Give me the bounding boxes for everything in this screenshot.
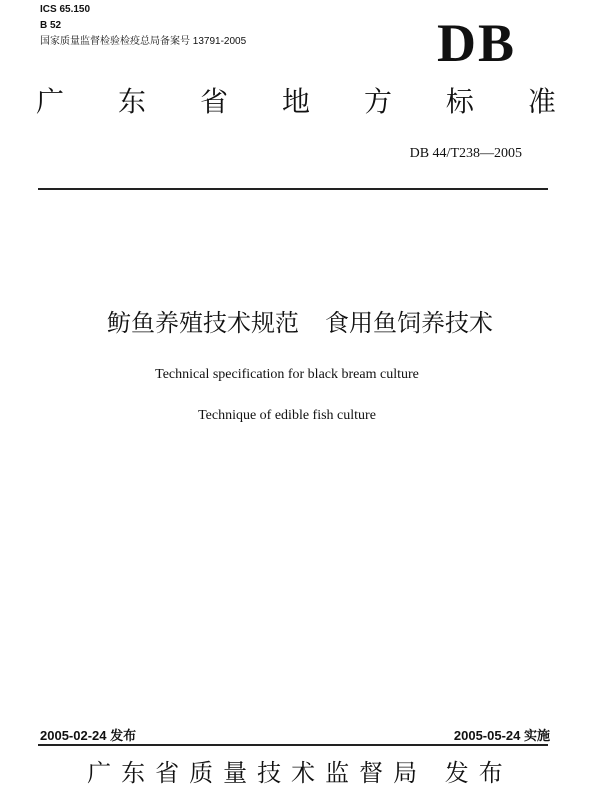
standard-type-title [36, 82, 556, 122]
issue-date: 2005-02-24 发布 [40, 728, 137, 743]
standard-type-char: 方 [363, 85, 392, 118]
standard-type-char: 准 [527, 85, 556, 118]
standard-type-char: 广 [36, 85, 65, 118]
chinese-title-part2: 食用鱼饲养技术 [325, 309, 493, 337]
footer-divider [38, 744, 548, 746]
chinese-title [0, 306, 600, 340]
registration-number: 国家质量监督检验检疫总局备案号 13791-2005 [40, 36, 247, 47]
classification-code: B 52 [40, 20, 62, 31]
standard-type-char: 地 [281, 85, 310, 118]
chinese-title-part1: 鲂鱼养殖技术规范 [107, 309, 299, 337]
standard-number: DB 44/T238—2005 [409, 146, 522, 161]
standard-type-char: 东 [117, 85, 146, 118]
ics-code: ICS 65.150 [40, 4, 91, 15]
english-title-line2: Technique of edible fish culture [198, 408, 376, 423]
english-title-line1: Technical specification for black bream culture [155, 367, 419, 382]
standard-type-char: 省 [199, 85, 228, 118]
implementation-date: 2005-05-24 实施 [453, 728, 550, 743]
header-divider [38, 188, 548, 190]
db-logo: DB [436, 13, 516, 73]
publisher: 广东省质量技术监督局 发布 [87, 759, 513, 787]
standard-type-char: 标 [445, 85, 474, 118]
